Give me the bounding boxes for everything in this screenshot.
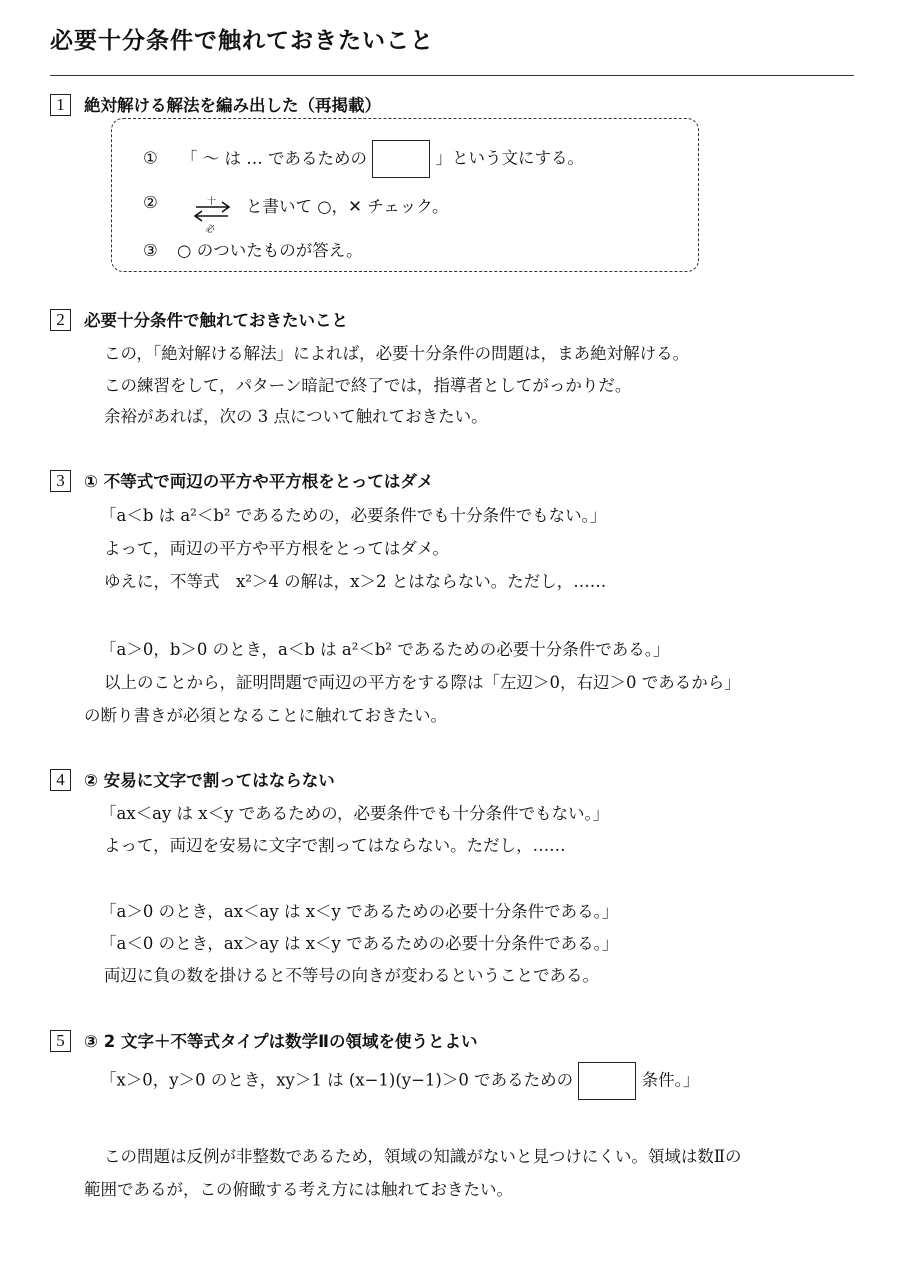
paragraph-line: ゆえに，不等式 x²＞4 の解は，x＞2 とはならない。ただし，…… (104, 572, 607, 591)
step-marker: ② (143, 193, 158, 212)
statement-line: 「a＜b は a²＜b² であるための，必要条件でも十分条件でもない。」 (100, 506, 607, 525)
paragraph-line: の断り書きが必須となることに触れておきたい。 (84, 706, 447, 725)
paragraph-line: よって，両辺の平方や平方根をとってはダメ。 (104, 539, 449, 558)
section-number-3: 3 (50, 470, 71, 492)
section-number-5: 5 (50, 1030, 71, 1052)
section-heading-5: ③ 2 文字＋不等式タイプは数学Ⅱの領域を使うとよい (84, 1032, 478, 1051)
section-number-4: 4 (50, 769, 71, 791)
paragraph-line: よって，両辺を安易に文字で割ってはならない。ただし，…… (104, 836, 566, 855)
step-marker: ③ (143, 241, 158, 260)
paragraph-line: この練習をして，パターン暗記で終了では，指導者としてがっかりだ。 (104, 376, 632, 395)
step-2-text: と書いて ○，✕ チェック。 (246, 197, 449, 216)
step-text-before: 「 ～ は … であるための (181, 148, 368, 168)
arrow-label-sufficient: 十 (207, 197, 217, 207)
paragraph-line: 両辺に負の数を掛けると不等号の向きが変わるということである。 (104, 966, 599, 985)
section-number-2: 2 (50, 309, 71, 331)
blank-box (372, 140, 430, 178)
step-3 (143, 237, 363, 261)
section-heading-3: ① 不等式で両辺の平方や平方根をとってはダメ (84, 472, 434, 491)
step-text: ○ のついたものが答え。 (177, 241, 363, 260)
step-1 (143, 140, 584, 178)
statement-line: 「a＞0 のとき，ax＜ay は x＜y であるための必要十分条件である。」 (100, 902, 619, 921)
paragraph-line: 以上のことから，証明問題で両辺の平方をする際は「左辺＞0，右辺＞0 であるから」 (104, 673, 741, 692)
section-heading-4: ② 安易に文字で割ってはならない (84, 771, 335, 790)
arrow-label-necessary: 必 (205, 225, 215, 235)
answer-blank-box (578, 1062, 636, 1100)
step-marker: ① (143, 148, 158, 168)
section-heading-2: 必要十分条件で触れておきたいこと (84, 311, 348, 330)
step-text-after: 」という文にする。 (435, 148, 585, 168)
step-2 (143, 193, 158, 212)
problem-statement (100, 1062, 699, 1100)
title-divider (50, 75, 854, 76)
problem-text-after: 条件。」 (641, 1070, 700, 1090)
paragraph-line: この問題は反例が非整数であるため，領域の知識がないと見つけにくい。領域は数Ⅱの (104, 1147, 742, 1166)
section-heading-1: 絶対解ける解法を編み出した（再掲載） (84, 96, 381, 115)
paragraph-line: 余裕があれば，次の 3 点について触れておきたい。 (104, 407, 488, 426)
statement-line: 「a＞0，b＞0 のとき，a＜b は a²＜b² であるための必要十分条件である。」 (100, 640, 670, 659)
statement-line: 「ax＜ay は x＜y であるための，必要条件でも十分条件でもない。」 (100, 804, 610, 823)
problem-text-before: 「x＞0，y＞0 のとき，xy＞1 は (x−1)(y−1)＞0 であるための (100, 1070, 574, 1090)
paragraph-line: この，「絶対解ける解法」によれば，必要十分条件の問題は，まあ絶対解ける。 (104, 344, 690, 363)
statement-line: 「a＜0 のとき，ax＞ay は x＜y であるための必要十分条件である。」 (100, 934, 619, 953)
page-title: 必要十分条件で触れておきたいこと (50, 28, 434, 54)
paragraph-line: 範囲であるが，この俯瞰する考え方には触れておきたい。 (84, 1180, 513, 1199)
section-number-1: 1 (50, 94, 71, 116)
